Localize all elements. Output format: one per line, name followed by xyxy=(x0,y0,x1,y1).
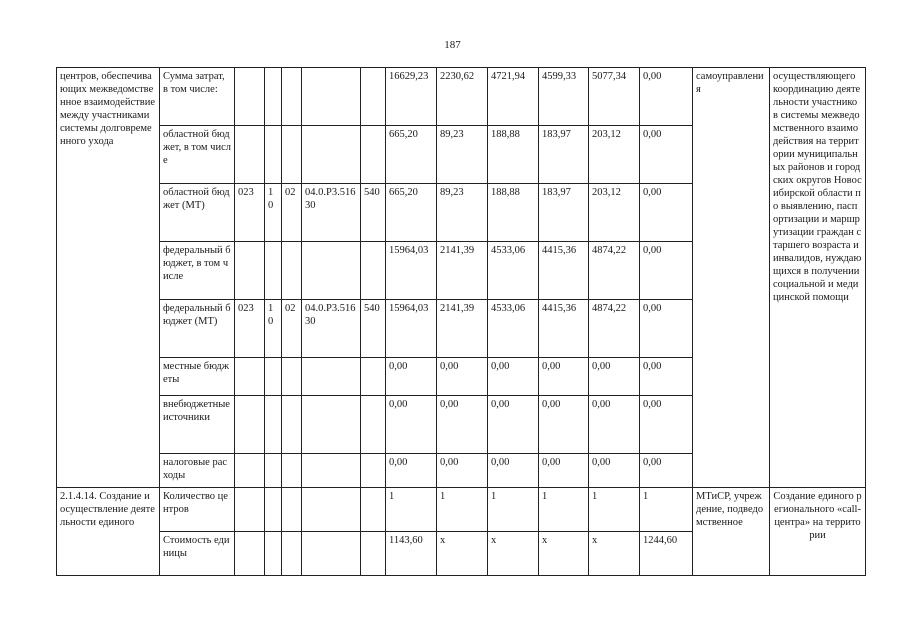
year-4-cell: х xyxy=(589,532,640,576)
expense-type-cell xyxy=(361,358,386,396)
year-1-cell: 89,23 xyxy=(437,126,488,184)
year-1-cell: 0,00 xyxy=(437,396,488,454)
total-cell: 1143,60 xyxy=(386,532,437,576)
expense-type-cell xyxy=(361,454,386,488)
year-5-cell: 0,00 xyxy=(640,184,693,242)
year-5-cell: 0,00 xyxy=(640,454,693,488)
year-1-cell: 2141,39 xyxy=(437,242,488,300)
grbs-cell xyxy=(235,488,265,532)
total-cell: 15964,03 xyxy=(386,300,437,358)
year-3-cell: 4415,36 xyxy=(539,300,589,358)
target-article-cell xyxy=(302,126,361,184)
expected-result-cell: осуществляющего координацию деятельности участников системы межведомственного взаимодействия на территории муниципальных районов и городских округов Новосибирской области по выявлению, паспортизации и маршрутизации граждан старшего возраста и инвалидов, нуждающихся в получении социальной и медицинской помощи xyxy=(770,68,866,488)
section-cell xyxy=(265,68,282,126)
section-cell xyxy=(265,454,282,488)
indicator-cell: областной бюджет (МТ) xyxy=(160,184,235,242)
subsection-cell: 02 xyxy=(282,300,302,358)
subsection-cell xyxy=(282,532,302,576)
year-5-cell: 1244,60 xyxy=(640,532,693,576)
grbs-cell: 023 xyxy=(235,300,265,358)
indicator-cell: местные бюджеты xyxy=(160,358,235,396)
budget-table xyxy=(56,67,866,576)
year-2-cell: 4721,94 xyxy=(488,68,539,126)
grbs-cell xyxy=(235,242,265,300)
total-cell: 665,20 xyxy=(386,126,437,184)
subsection-cell: 02 xyxy=(282,184,302,242)
year-3-cell: 0,00 xyxy=(539,396,589,454)
year-4-cell: 0,00 xyxy=(589,396,640,454)
grbs-cell xyxy=(235,126,265,184)
page-number: 187 xyxy=(444,39,461,51)
subsection-cell xyxy=(282,358,302,396)
expense-type-cell xyxy=(361,532,386,576)
year-1-cell: 89,23 xyxy=(437,184,488,242)
expected-result-cell: Создание единого регионального «call-центра» на территории xyxy=(770,488,866,576)
target-article-cell xyxy=(302,454,361,488)
year-2-cell: 1 xyxy=(488,488,539,532)
year-4-cell: 4874,22 xyxy=(589,300,640,358)
total-cell: 1 xyxy=(386,488,437,532)
year-1-cell: 0,00 xyxy=(437,358,488,396)
indicator-cell: налоговые расходы xyxy=(160,454,235,488)
indicator-cell: федеральный бюджет, в том числе xyxy=(160,242,235,300)
subsection-cell xyxy=(282,126,302,184)
measure-description-cell: центров, обеспечивающих межведомственное взаимодействие между участниками системы долговременного ухода xyxy=(57,68,160,488)
total-cell: 0,00 xyxy=(386,454,437,488)
responsible-executor-cell: самоуправления xyxy=(693,68,770,488)
grbs-cell xyxy=(235,358,265,396)
total-cell: 16629,23 xyxy=(386,68,437,126)
year-1-cell: 1 xyxy=(437,488,488,532)
year-3-cell: 0,00 xyxy=(539,358,589,396)
target-article-cell xyxy=(302,488,361,532)
year-5-cell: 0,00 xyxy=(640,396,693,454)
year-4-cell: 5077,34 xyxy=(589,68,640,126)
year-1-cell: 0,00 xyxy=(437,454,488,488)
indicator-cell: Количество центров xyxy=(160,488,235,532)
section-cell xyxy=(265,488,282,532)
section-cell xyxy=(265,242,282,300)
year-5-cell: 0,00 xyxy=(640,126,693,184)
total-cell: 0,00 xyxy=(386,396,437,454)
expense-type-cell xyxy=(361,68,386,126)
year-4-cell: 203,12 xyxy=(589,126,640,184)
table-row xyxy=(57,488,866,532)
target-article-cell xyxy=(302,532,361,576)
year-1-cell: 2141,39 xyxy=(437,300,488,358)
year-2-cell: 4533,06 xyxy=(488,242,539,300)
section-cell xyxy=(265,126,282,184)
year-4-cell: 203,12 xyxy=(589,184,640,242)
expense-type-cell xyxy=(361,242,386,300)
year-3-cell: 0,00 xyxy=(539,454,589,488)
responsible-executor-cell: МТиСР, учреждение, подведомственное xyxy=(693,488,770,576)
indicator-cell: федеральный бюджет (МТ) xyxy=(160,300,235,358)
year-3-cell: 1 xyxy=(539,488,589,532)
year-5-cell: 0,00 xyxy=(640,242,693,300)
year-2-cell: 0,00 xyxy=(488,396,539,454)
grbs-cell xyxy=(235,396,265,454)
grbs-cell xyxy=(235,68,265,126)
target-article-cell: 04.0.Р3.51630 xyxy=(302,184,361,242)
table-row xyxy=(57,68,866,126)
year-5-cell: 1 xyxy=(640,488,693,532)
year-3-cell: 183,97 xyxy=(539,184,589,242)
subsection-cell xyxy=(282,488,302,532)
year-4-cell: 1 xyxy=(589,488,640,532)
expense-type-cell: 540 xyxy=(361,184,386,242)
section-cell: 10 xyxy=(265,300,282,358)
target-article-cell xyxy=(302,68,361,126)
year-5-cell: 0,00 xyxy=(640,68,693,126)
year-5-cell: 0,00 xyxy=(640,358,693,396)
indicator-cell: внебюджетные источники xyxy=(160,396,235,454)
expense-type-cell xyxy=(361,396,386,454)
section-cell xyxy=(265,358,282,396)
year-2-cell: 188,88 xyxy=(488,126,539,184)
year-4-cell: 4874,22 xyxy=(589,242,640,300)
indicator-cell: Сумма затрат, в том числе: xyxy=(160,68,235,126)
year-2-cell: 0,00 xyxy=(488,454,539,488)
year-3-cell: 4415,36 xyxy=(539,242,589,300)
year-1-cell: х xyxy=(437,532,488,576)
year-2-cell: 4533,06 xyxy=(488,300,539,358)
year-4-cell: 0,00 xyxy=(589,454,640,488)
section-cell: 10 xyxy=(265,184,282,242)
year-5-cell: 0,00 xyxy=(640,300,693,358)
year-3-cell: 4599,33 xyxy=(539,68,589,126)
expense-type-cell xyxy=(361,488,386,532)
year-3-cell: 183,97 xyxy=(539,126,589,184)
measure-description-cell: 2.1.4.14. Создание и осуществление деятельности единого xyxy=(57,488,160,576)
section-cell xyxy=(265,532,282,576)
year-4-cell: 0,00 xyxy=(589,358,640,396)
section-cell xyxy=(265,396,282,454)
year-1-cell: 2230,62 xyxy=(437,68,488,126)
table-body xyxy=(57,68,866,576)
target-article-cell xyxy=(302,396,361,454)
target-article-cell xyxy=(302,242,361,300)
grbs-cell xyxy=(235,532,265,576)
subsection-cell xyxy=(282,242,302,300)
target-article-cell xyxy=(302,358,361,396)
total-cell: 15964,03 xyxy=(386,242,437,300)
expense-type-cell: 540 xyxy=(361,300,386,358)
year-3-cell: х xyxy=(539,532,589,576)
indicator-cell: Стоимость единицы xyxy=(160,532,235,576)
subsection-cell xyxy=(282,454,302,488)
year-2-cell: х xyxy=(488,532,539,576)
year-2-cell: 188,88 xyxy=(488,184,539,242)
grbs-cell xyxy=(235,454,265,488)
indicator-cell: областной бюджет, в том числе xyxy=(160,126,235,184)
subsection-cell xyxy=(282,396,302,454)
expense-type-cell xyxy=(361,126,386,184)
subsection-cell xyxy=(282,68,302,126)
total-cell: 665,20 xyxy=(386,184,437,242)
grbs-cell: 023 xyxy=(235,184,265,242)
total-cell: 0,00 xyxy=(386,358,437,396)
year-2-cell: 0,00 xyxy=(488,358,539,396)
target-article-cell: 04.0.Р3.51630 xyxy=(302,300,361,358)
